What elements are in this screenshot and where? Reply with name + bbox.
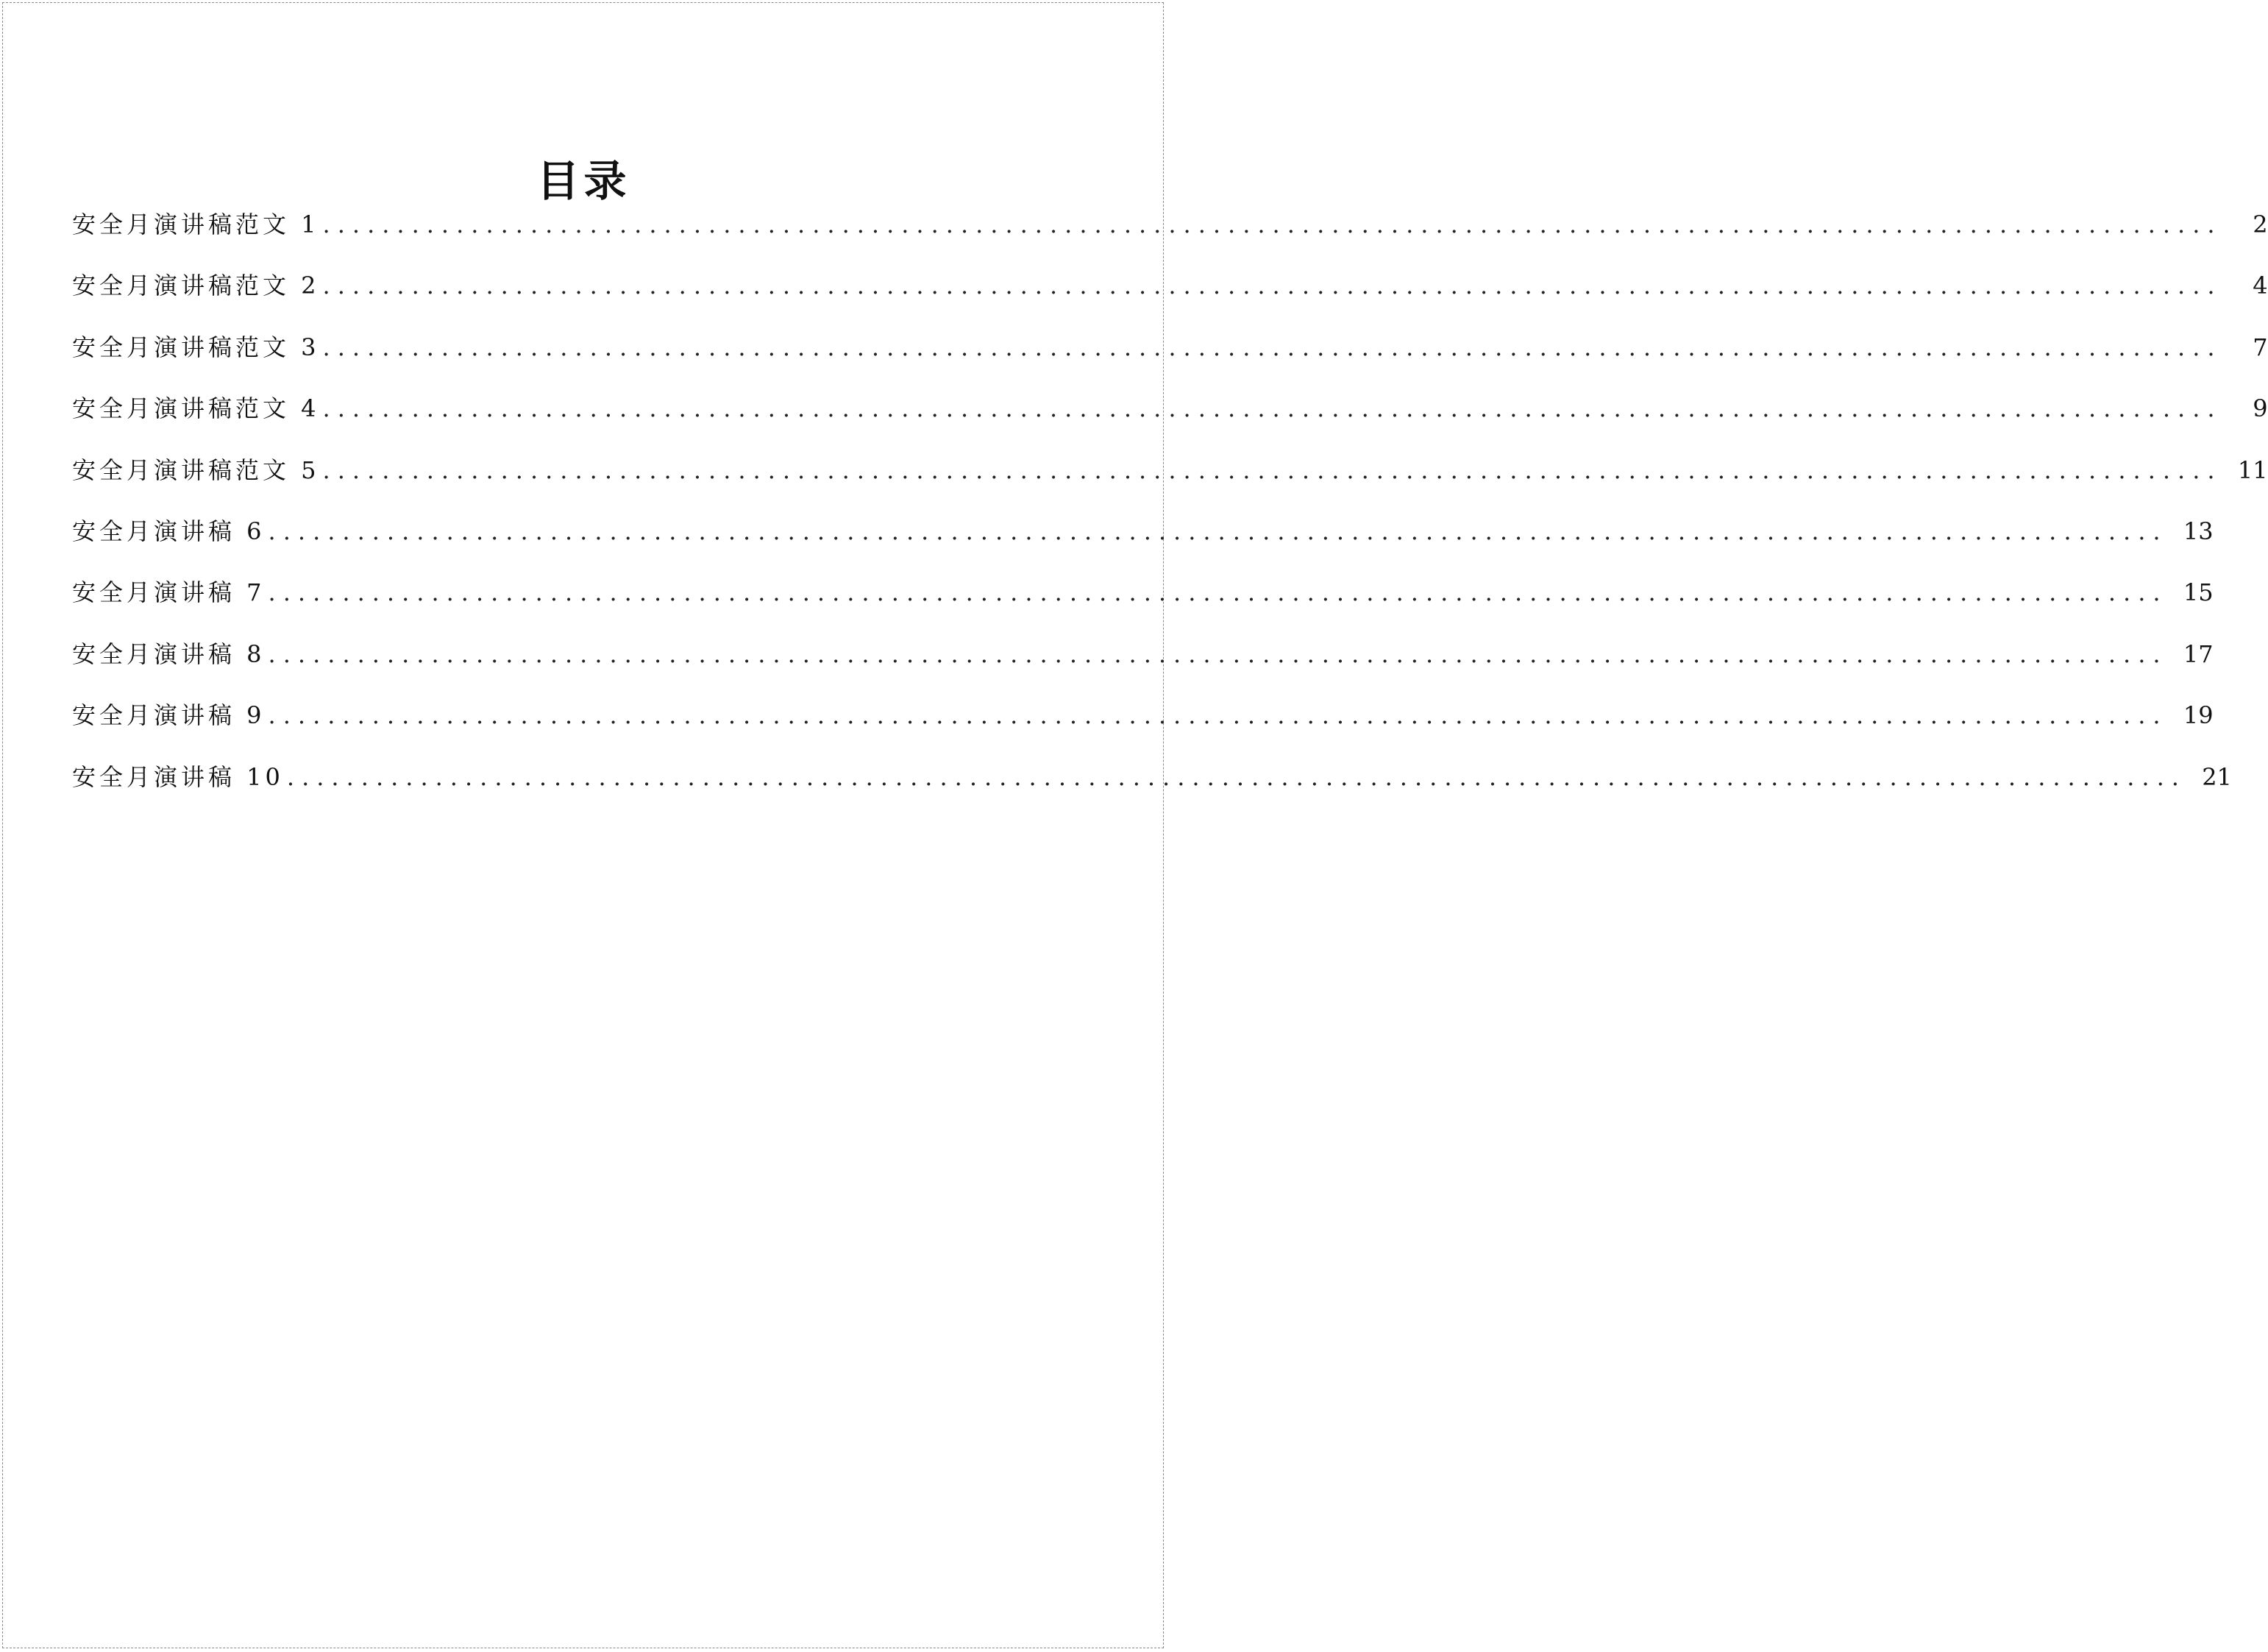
toc-dot-leader: ................................................................................................................................ [322,333,2222,361]
toc-entry-page-number: 15 [2183,578,2214,607]
toc-dot-leader: ................................................................................................................................ [268,517,2168,545]
toc-dot-leader: ................................................................................................................................ [268,578,2168,607]
toc-entry-10[interactable] [72,759,2232,820]
toc-entry-label: 安全月演讲稿 10 [72,762,284,791]
toc-entry-label: 安全月演讲稿范文 1 [72,210,320,238]
toc-entry-label: 安全月演讲稿范文 5 [72,455,320,484]
toc-entry-2[interactable] [72,267,2268,328]
toc-entry-page-number: 11 [2237,455,2268,484]
toc-entry-page-number: 13 [2183,517,2214,545]
toc-entry-9[interactable] [72,697,2214,758]
toc-entry-page-number: 4 [2253,272,2268,300]
toc-entry-5[interactable] [72,452,2268,513]
toc-entry-label: 安全月演讲稿 6 [72,517,266,545]
toc-dot-leader: ................................................................................................................................ [322,210,2222,238]
toc-entry-7[interactable] [72,574,2214,635]
toc-entry-label: 安全月演讲稿范文 3 [72,333,320,361]
toc-entry-label: 安全月演讲稿 7 [72,578,266,607]
toc-entry-8[interactable] [72,636,2214,697]
toc-entry-6[interactable] [72,513,2214,574]
toc-list [72,206,2268,820]
toc-entry-label: 安全月演讲稿范文 4 [72,394,320,423]
toc-title: 目录 [536,155,631,206]
toc-entry-page-number: 17 [2183,639,2214,668]
toc-entry-page-number: 7 [2253,333,2268,361]
toc-entry-3[interactable] [72,329,2268,390]
toc-entry-page-number: 21 [2202,762,2232,791]
toc-entry-4[interactable] [72,390,2268,451]
toc-dot-leader: ................................................................................................................................ [322,455,2222,484]
toc-entry-label: 安全月演讲稿范文 2 [72,272,320,300]
toc-entry-label: 安全月演讲稿 9 [72,701,266,730]
toc-entry-1[interactable] [72,206,2268,267]
toc-dot-leader: ................................................................................................................................ [268,701,2168,730]
toc-entry-page-number: 19 [2183,701,2214,730]
toc-entry-label: 安全月演讲稿 8 [72,639,266,668]
toc-entry-page-number: 9 [2253,394,2268,423]
toc-dot-leader: ................................................................................................................................ [268,639,2168,668]
toc-dot-leader: ................................................................................................................................ [322,394,2222,423]
toc-dot-leader: ................................................................................................................................ [322,272,2222,300]
toc-entry-page-number: 2 [2253,210,2268,238]
toc-dot-leader: ................................................................................................................................ [286,762,2186,791]
